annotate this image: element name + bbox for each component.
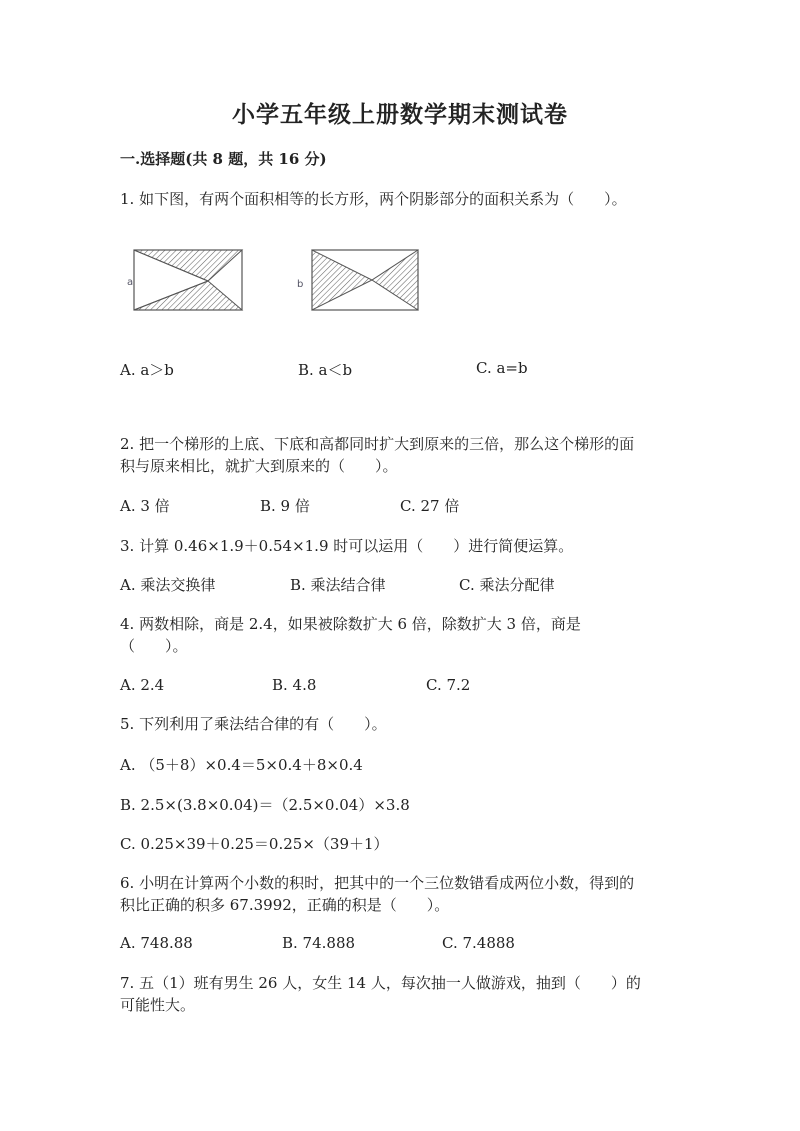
page-title: 小学五年级上册数学期末测试卷 xyxy=(232,101,568,128)
question-3-option-a[interactable]: A. 乘法交换律 xyxy=(120,576,216,594)
section-heading: 一.选择题(共 8 题，共 16 分) xyxy=(120,150,327,168)
question-7-line-1: 7. 五（1）班有男生 26 人，女生 14 人，每次抽一人做游戏，抽到（ ）的 xyxy=(120,974,641,992)
question-1-option-a[interactable]: A. a＞b xyxy=(120,361,174,379)
question-2-option-b[interactable]: B. 9 倍 xyxy=(260,497,310,515)
question-4-line-2: （ ）。 xyxy=(120,637,188,655)
question-4-option-a[interactable]: A. 2.4 xyxy=(120,676,165,694)
question-5-option-a[interactable]: A. （5＋8）×0.4＝5×0.4＋8×0.4 xyxy=(120,756,363,774)
question-1-option-b[interactable]: B. a＜b xyxy=(298,361,353,379)
question-6-line-1: 6. 小明在计算两个小数的积时，把其中的一个三位数错看成两位小数，得到的 xyxy=(120,874,635,892)
figure-a-label: a xyxy=(127,277,134,288)
figure-b-rectangle xyxy=(312,250,418,310)
question-6-option-c[interactable]: C. 7.4888 xyxy=(442,934,515,952)
question-2-option-a[interactable]: A. 3 倍 xyxy=(120,497,170,515)
question-5-text: 5. 下列利用了乘法结合律的有（ ）。 xyxy=(120,715,387,733)
figure-b-label: b xyxy=(297,279,304,290)
question-5-option-c[interactable]: C. 0.25×39＋0.25＝0.25×（39＋1） xyxy=(120,835,389,853)
question-2-option-c[interactable]: C. 27 倍 xyxy=(400,497,460,515)
question-3-option-c[interactable]: C. 乘法分配律 xyxy=(459,576,555,594)
question-2-line-2: 积与原来相比，就扩大到原来的（ ）。 xyxy=(120,457,398,475)
question-2-line-1: 2. 把一个梯形的上底、下底和高都同时扩大到原来的三倍，那么这个梯形的面 xyxy=(120,435,635,453)
question-6-option-a[interactable]: A. 748.88 xyxy=(120,934,193,952)
question-7-line-2: 可能性大。 xyxy=(120,996,196,1014)
question-1-figure xyxy=(0,245,800,325)
question-6-line-2: 积比正确的积多 67.3992，正确的积是（ ）。 xyxy=(120,896,450,914)
question-1-text: 1. 如下图，有两个面积相等的长方形，两个阴影部分的面积关系为（ ）。 xyxy=(120,190,627,208)
question-6-option-b[interactable]: B. 74.888 xyxy=(282,934,356,952)
question-5-option-b[interactable]: B. 2.5×(3.8×0.04)＝（2.5×0.04）×3.8 xyxy=(120,796,410,814)
question-3-option-b[interactable]: B. 乘法结合律 xyxy=(290,576,386,594)
question-1-option-c[interactable]: C. a=b xyxy=(476,359,528,377)
question-4-option-b[interactable]: B. 4.8 xyxy=(272,676,317,694)
question-3-text: 3. 计算 0.46×1.9＋0.54×1.9 时可以运用（ ）进行简便运算。 xyxy=(120,537,574,555)
question-4-line-1: 4. 两数相除，商是 2.4，如果被除数扩大 6 倍，除数扩大 3 倍，商是 xyxy=(120,615,581,633)
question-4-option-c[interactable]: C. 7.2 xyxy=(426,676,471,694)
figure-a-rectangle xyxy=(134,250,242,310)
